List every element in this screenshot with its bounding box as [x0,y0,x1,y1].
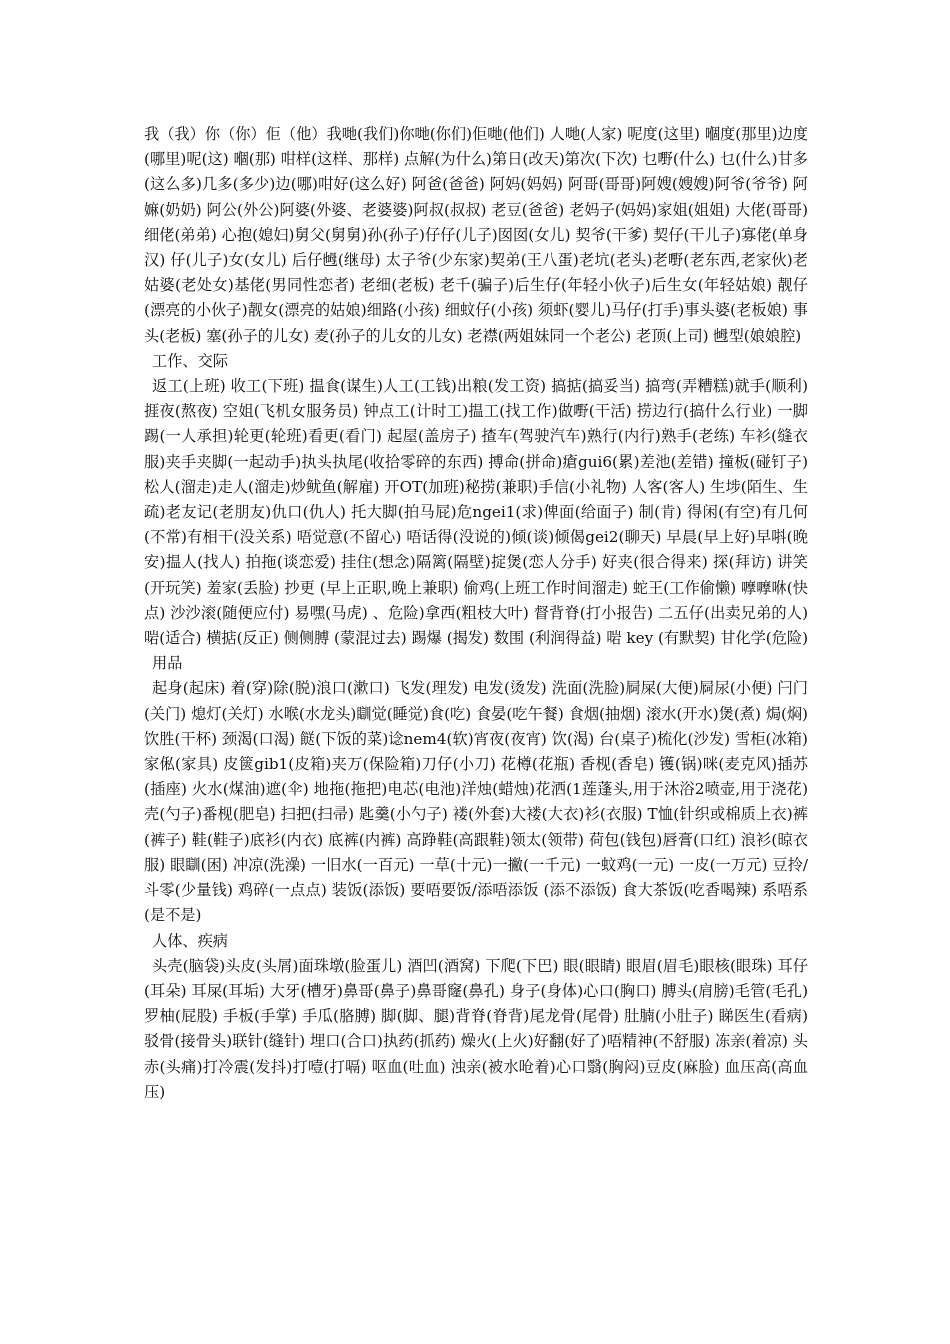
body-terms-paragraph: 头壳(脑袋)头皮(头屑)面珠墩(脸蛋儿) 酒凹(酒窝) 下爬(下巴) 眼(眼睛) 眼眉(眉毛)眼核(眼珠) 耳仔(耳朵) 耳屎(耳垢) 大牙(槽牙)鼻哥(鼻子)鼻哥窿(鼻孔) 身子(身体)心口(胸口) 膊头(肩膀)毛管(毛孔)罗柚(屁股) 手板(手掌) 手瓜(胳膊) 脚(脚、腿)背脊(脊背)尾龙骨(尾骨) 肚腩(小肚子) 睇医生(看病)驳骨(接骨头)联针(缝针) 埋口(合口)执药(抓药) 燥火(上火)好翻(好了)唔精神(不舒服) 冻亲(着凉) 头赤(头痛)打冷震(发抖)打噎(打嗝) 呕血(吐血) 浊亲(被水呛着)心口翳(胸闷)豆皮(麻脸) 血压高(高血压) [144,956,808,1101]
section-heading-body: 人体、疾病 [152,931,228,950]
work-terms-paragraph: 返工(上班) 收工(下班) 揾食(谋生)人工(工钱)出粮(发工资) 搞掂(搞妥当) 搞弯(弄糟糕)就手(顺利)捱夜(熬夜) 空姐(飞机女服务员) 钟点工(计时工)揾工(找工作)做嘢(干活) 捞边行(搞什么行业) 一脚踢(一人承担)轮更(轮班)看更(看门) 起屋(盖房子) 揸车(驾驶汽车)熟行(内行)熟手(老练) 车衫(缝衣服)夹手夹脚(一起动手)执头执尾(收拾零碎的东西) 搏命(拼命)瘡gui6(累)差池(差错) 撞板(碰钉子) 松人(溜走)走人(溜走)炒鱿鱼(解雇) 开OT(加班)秘捞(兼职)手信(小礼物) 人客(客人) 生埗(陌生、生疏)老友记(老朋友)仇口(仇人) 托大脚(拍马屁)危ngei1(求)俾面(给面子) 制(肯) 得闲(有空)有几何(不常)有相干(没关系) 唔觉意(不留心) 唔话得(没说的)倾(谈)倾偈gei2(聊天) 早晨(早上好)早唞(晚安)揾人(找人) 拍拖(谈恋爱) 挂住(想念)隔篱(隔壁)掟煲(恋人分手) 好夹(很合得来) 探(拜访) 讲笑(开玩笑) 羞家(丢脸) 抄更 (早上正职,晚上兼职) 偷鸡(上班工作时间溜走) 蛇王(工作偷懒) 嚤嚤咻(快点) 沙沙滚(随便应付) 易嘿(马虎) 、危险)拿西(粗枝大叶) 督背脊(打小报告) 二五仔(出卖兄弟的人)啱(适合) 横掂(反正) 侧侧膊 (蒙混过去) 踢爆 (揭发) 数围 (利润得益) 啱 key (有默契) 甘化学(危险) [144,377,813,648]
section-heading-work: 工作、交际 [152,351,228,370]
section-heading-goods: 用品 [152,654,183,673]
goods-terms-paragraph: 起身(起床) 着(穿)除(脱)浪口(漱口) 飞发(理发) 电发(烫发) 洗面(洗脸)屙屎(大便)屙尿(小便) 闩门(关门) 熄灯(关灯) 水喉(水龙头)瞓觉(睡觉)食(吃) 食晏(吃午餐) 食烟(抽烟) 滚水(开水)煲(煮) 焗(焖)饮胜(干杯) 颈渴(口渴) 餸(下饭的菜)谂nem4(软)宵夜(夜宵) 饮(渴) 台(桌子)梳化(沙发) 雪柜(冰箱)家俬(家具) 皮篋gib1(皮箱)夹万(保险箱)刀仔(小刀) 花樽(花瓶) 香枧(香皂) 镬(锅)咪(麦克风)插苏(插座) 火水(煤油)遮(伞) 地拖(拖把)电芯(电池)洋烛(蜡烛)花洒(1莲蓬头,用于沐浴2喷壶,用于浇花)壳(勺子)番枧(肥皂) 扫把(扫帚) 匙羹(小勺子) 褛(外套)大褛(大衣)衫(衣服) T恤(针织或棉质上衣)裤(裤子) 鞋(鞋子)底衫(内衣) 底裤(内裤) 高踭鞋(高跟鞋)领太(领带) 荷包(钱包)唇膏(口红) 浪衫(晾衣服) 眼瞓(困) 冲凉(洗澡) 一旧水(一百元) 一草(十元)一撇(一千元) 一蚊鸡(一元) 一皮(一万元) 豆拎/斗零(少量钱) 鸡碎(一点点) 装饭(添饭) 要唔要饭/添唔添饭 (添不添饭) 食大茶饭(吃香喝辣) 系唔系(是不是) [144,679,808,925]
document-page [144,122,813,1105]
family-terms-paragraph: 我（我）你（你）佢（他）我哋(我们)你哋(你们)佢哋(他们) 人哋(人家) 呢度(这里) 嗰度(那里)边度(哪里)呢(这) 嗰(那) 咁样(这样、那样) 点解(为什么)第日(改天)第次(下次) 乜嘢(什么) 乜(什么)甘多(这么多)几多(多少)边(哪)咁好(这么好) 阿爸(爸爸) 阿妈(妈妈) 阿哥(哥哥)阿嫂(嫂嫂)阿爷(爷爷) 阿嫲(奶奶) 阿公(外公)阿婆(外婆、老婆婆)阿叔(叔叔) 老豆(爸爸) 老妈子(妈妈)家姐(姐姐) 大佬(哥哥)细佬(弟弟) 心抱(媳妇)舅父(舅舅)孙(孙子)仔仔(儿子)囡囡(女儿) 契爷(干爹) 契仔(干儿子)寡佬(单身汉) 仔(儿子)女(女儿) 后仔乸(继母) 太子爷(少东家)契弟(王八蛋)老坑(老头)老嘢(老东西,老家伙)老姑婆(老处女)基佬(男同性恋者) 老细(老板) 老千(骗子)后生仔(年轻小伙子)后生女(年轻姑娘) 靓仔(漂亮的小伙子)靓女(漂亮的姑娘)细路(小孩) 细蚊仔(小孩) 须虾(婴儿)马仔(打手)事头婆(老板娘) 事头(老板) 塞(孙子的儿女) 麦(孙子的儿女的儿女) 老襟(两姐妹同一个老公) 老顶(上司) 乸型(娘娘腔) [144,125,808,345]
